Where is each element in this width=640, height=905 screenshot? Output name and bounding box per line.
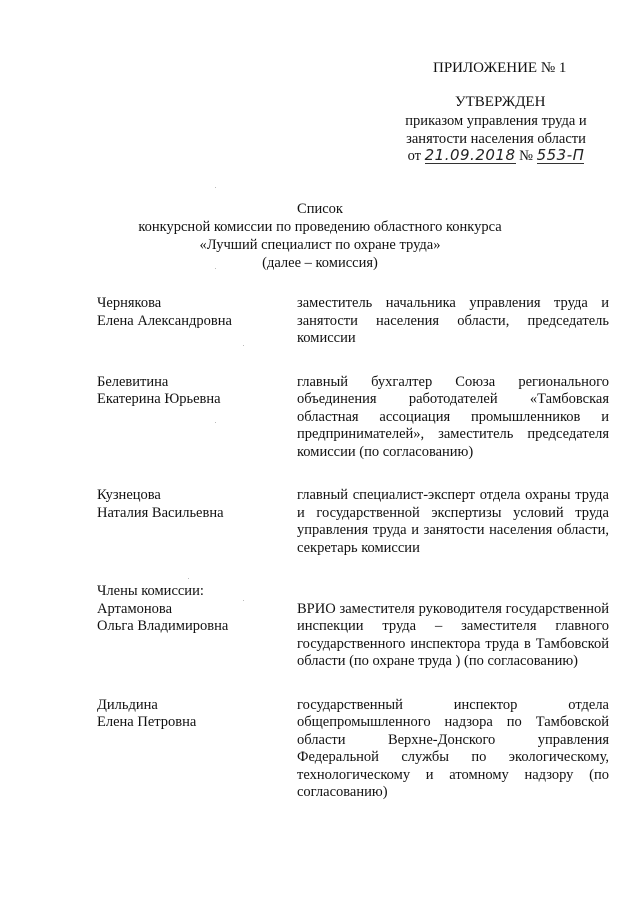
member-name	[97, 583, 297, 671]
member-surname: Кузнецова	[97, 487, 161, 503]
member-row	[97, 697, 609, 802]
member-position: ВРИО заместителя руководителя государственной инспекции труда – заместителя главного государственного инспектора труда в Тамбовской области (по охране труда ) (по согласованию)	[297, 600, 609, 669]
member-name	[97, 374, 297, 462]
member-name	[97, 487, 297, 557]
member-surname: Чернякова	[97, 295, 162, 311]
member-position: главный бухгалтер Союза регионального объединения работодателей «Тамбовская областная ассоциация промышленников и предпринимателей», заместитель председателя комиссии (по согласованию)	[297, 373, 609, 460]
member-row	[97, 374, 609, 462]
title-line-1: Список	[297, 201, 343, 217]
member-name	[97, 295, 297, 348]
member-given-names: Елена Александровна	[97, 312, 232, 329]
member-name	[97, 697, 297, 802]
member-row	[97, 487, 609, 557]
order-line-2: занятости населения области	[406, 130, 586, 147]
annex-label: ПРИЛОЖЕНИЕ № 1	[433, 60, 567, 76]
member-surname: Дильдина	[97, 696, 158, 713]
order-reference	[396, 113, 596, 166]
scan-speck	[243, 345, 244, 346]
title-line-4: (далее – комиссия)	[262, 255, 378, 271]
scan-speck	[188, 578, 189, 579]
order-date-line	[396, 148, 596, 166]
order-line-1: приказом управления труда и	[405, 113, 587, 129]
member-row	[97, 583, 609, 671]
member-given-names: Екатерина Юрьевна	[97, 391, 221, 407]
approved-label: УТВЕРЖДЕН	[455, 94, 546, 110]
handwritten-number: 553-П	[536, 146, 585, 164]
member-given-names: Ольга Владимировна	[97, 618, 229, 634]
members-section-label: Члены комиссии:	[97, 583, 204, 599]
member-position: государственный инспектор отдела общепромышленного надзора по Тамбовской области Верхне-Донского управления Федеральной службы по экологическому, технологическому и атомному надзору (по согласованию)	[297, 696, 609, 800]
member-position: заместитель начальника управления труда и занятости населения области, председатель комиссии	[297, 295, 609, 346]
member-surname: Белевитина	[97, 373, 169, 390]
title-line-3: «Лучший специалист по охране труда»	[199, 237, 441, 253]
document-title	[0, 200, 640, 272]
member-given-names: Елена Петровна	[97, 714, 197, 730]
scan-speck	[215, 422, 216, 423]
number-label: №	[519, 148, 533, 164]
scan-speck	[243, 600, 244, 601]
title-line-2: конкурсной комиссии по проведению областного конкурса	[138, 219, 502, 235]
member-position: главный специалист-эксперт отдела охраны труда и государственной экспертизы условий труда управления труда и занятости населения области, секретарь комиссии	[297, 487, 609, 556]
handwritten-date: 21.09.2018	[424, 146, 516, 164]
from-label: от	[407, 148, 421, 164]
member-row	[97, 295, 609, 348]
scan-speck	[215, 187, 216, 188]
members-list	[97, 295, 609, 828]
member-given-names: Наталия Васильевна	[97, 504, 224, 521]
member-surname: Артамонова	[97, 600, 173, 617]
scan-speck	[215, 268, 216, 269]
